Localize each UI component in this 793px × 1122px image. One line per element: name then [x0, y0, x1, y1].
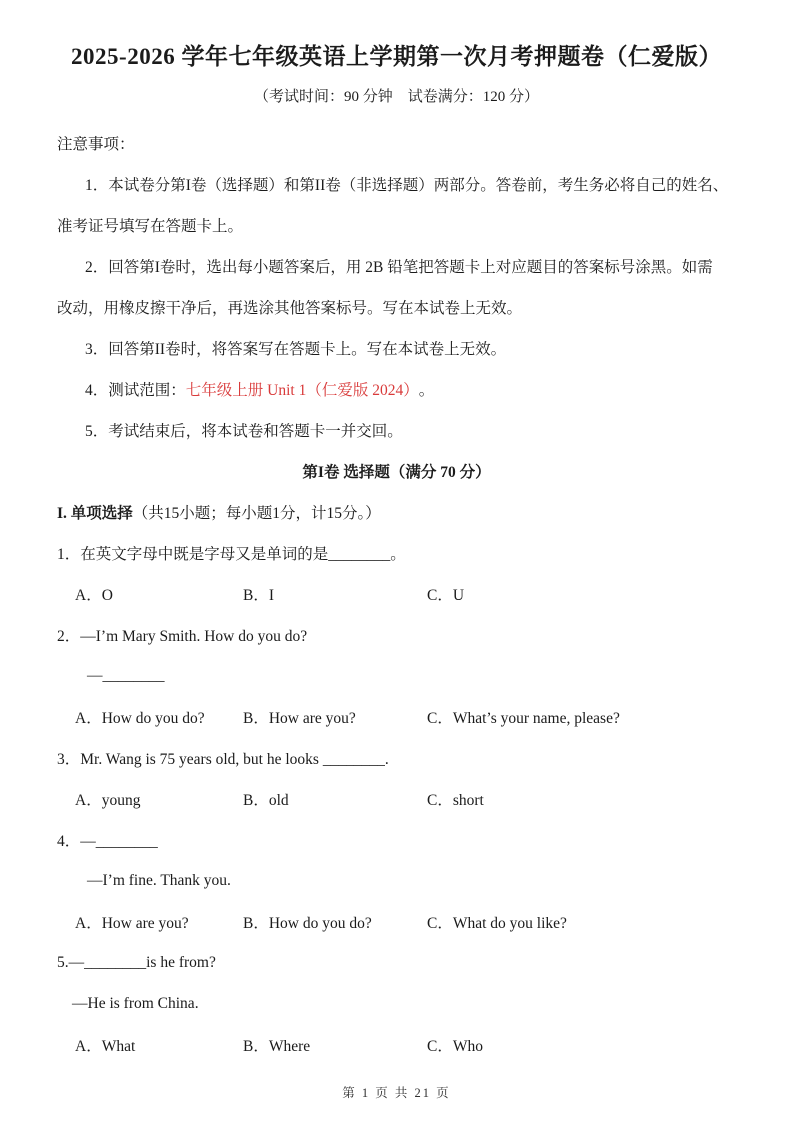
- question-3-stem: 3．Mr. Wang is 75 years old, but he looks ________.: [57, 750, 389, 768]
- page-title: 2025-2026 学年七年级英语上学期第一次月考押题卷（仁爱版）: [71, 44, 722, 69]
- notice-item-2-line-1: 2．回答第I卷时，选出每小题答案后，用 2B 铅笔把答题卡上对应题目的答案标号涂黑。如需: [85, 258, 713, 276]
- question-5-options: [57, 1024, 736, 1065]
- notice-item-1-line-1: 1．本试卷分第I卷（选择题）和第II卷（非选择题）两部分。答卷前，考生务必将自己的姓名、: [85, 176, 729, 194]
- question-4-stem: 4．—________: [57, 832, 158, 850]
- question-5-option-a: A．What: [75, 1037, 136, 1055]
- question-4-option-c: C．What do you like?: [427, 914, 567, 932]
- question-4-option-a: A．How are you?: [75, 914, 189, 932]
- question-5-option-c: C．Who: [427, 1037, 483, 1055]
- notice-item-2-line-2: 改动，用橡皮擦干净后，再选涂其他答案标号。写在本试卷上无效。: [57, 299, 523, 317]
- exam-time-score-subtitle: （考试时间：90 分钟 试卷满分：120 分）: [253, 89, 539, 105]
- section-1-header: 第I卷 选择题（满分 70 分）: [302, 463, 491, 481]
- question-2-stem-line-2: —________: [87, 666, 165, 684]
- question-1-stem: 1．在英文字母中既是字母又是单词的是________。: [57, 545, 406, 563]
- document-body: [57, 122, 736, 1107]
- question-2-options: [57, 696, 736, 737]
- question-1-option-c: C．U: [427, 586, 465, 604]
- question-5-stem: 5.—________is he from?: [57, 953, 216, 971]
- notice-item-1-line-2: 准考证号填写在答题卡上。: [57, 217, 244, 235]
- question-4-option-b: B．How do you do?: [243, 914, 372, 932]
- notice-item-3: 3．回答第II卷时，将答案写在答题卡上。写在本试卷上无效。: [85, 340, 507, 358]
- question-1-options: [57, 573, 736, 614]
- question-5-option-b: B．Where: [243, 1037, 311, 1055]
- notice-item-4-prefix: 4．测试范围：: [85, 381, 186, 399]
- part-1-heading: [57, 491, 736, 532]
- question-4-stem-line-2: —I’m fine. Thank you.: [87, 871, 231, 889]
- notice-heading: 注意事项：: [57, 135, 135, 153]
- question-4-options: [57, 901, 736, 942]
- notice-item-5: 5．考试结束后，将本试卷和答题卡一并交回。: [85, 422, 403, 440]
- question-2-option-c: C．What’s your name, please?: [427, 709, 620, 727]
- part-1-label: I. 单项选择: [57, 504, 133, 522]
- question-3-option-a: A．young: [75, 791, 141, 809]
- notice-item-4-suffix: 。: [418, 381, 435, 399]
- question-2-option-b: B．How are you?: [243, 709, 356, 727]
- question-3-option-c: C．short: [427, 791, 484, 809]
- question-2-stem: 2．—I’m Mary Smith. How do you do?: [57, 627, 308, 645]
- question-5-stem-line-2: —He is from China.: [72, 994, 199, 1012]
- question-2-option-a: A．How do you do?: [75, 709, 205, 727]
- question-3-options: [57, 778, 736, 819]
- question-1-option-b: B．I: [243, 586, 275, 604]
- question-1-option-a: A．O: [75, 586, 113, 604]
- question-3-option-b: B．old: [243, 791, 289, 809]
- test-scope-highlight: 七年级上册 Unit 1（仁爱版 2024）: [185, 381, 419, 399]
- notice-item-4: [57, 368, 736, 409]
- part-1-note: （共15小题；每小题1分，计15分。）: [132, 504, 381, 522]
- page-number-footer: 第 1 页 共 21 页: [342, 1086, 451, 1100]
